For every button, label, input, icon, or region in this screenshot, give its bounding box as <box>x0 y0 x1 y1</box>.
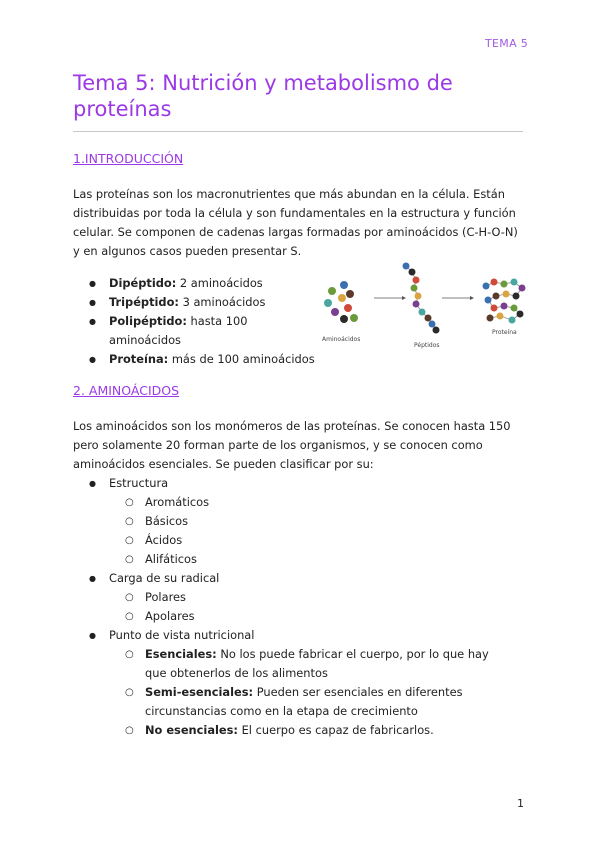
peptide-list <box>109 274 315 369</box>
label-proteina: Proteína <box>492 329 517 336</box>
list-item: ○ Semi-esenciales: Pueden ser esenciales en diferentes circunstancias como en la etapa de crecimiento <box>145 683 490 721</box>
proteina-cluster <box>483 279 526 324</box>
list-item: ○ Aromáticos <box>145 493 525 512</box>
list-item: ● Polipéptido: hasta 100 aminoácidos <box>109 312 279 350</box>
aminoacidos-paragraph: Los aminoácidos son los monómeros de las proteínas. Se conocen hasta 150 pero solamente 20 forman parte de los organismos, y se conocen como aminoácidos esenciales. Se pueden clasificar por su: <box>73 419 511 471</box>
label-aminoacidos: Aminoácidos <box>322 336 361 343</box>
page-title: Tema 5: Nutrición y metabolismo de proteínas <box>73 71 453 121</box>
list-item: ● Carga de su radical ○ Polares ○ Apolares <box>109 569 525 626</box>
list-item: ● Dipéptido: 2 aminoácidos <box>109 274 279 293</box>
list-item: ● Tripéptido: 3 aminoácidos <box>109 293 279 312</box>
amino-acid-figure <box>318 258 528 354</box>
list-item: ○ Esenciales: No los puede fabricar el cuerpo, por lo que hay que obtenerlos de los alimentos <box>145 645 490 683</box>
list-item: ○ Ácidos <box>145 531 525 550</box>
list-item: ○ No esenciales: El cuerpo es capaz de fabricarlos. <box>145 721 490 740</box>
section-heading-introduccion: 1.INTRODUCCIÓN <box>73 151 184 166</box>
classification-list <box>109 474 525 740</box>
title-divider <box>73 131 523 132</box>
page-number: 1 <box>517 797 524 810</box>
peptidos-chain <box>403 263 440 334</box>
list-item: ○ Apolares <box>145 607 525 626</box>
header-tag: TEMA 5 <box>485 37 528 50</box>
label-peptidos: Péptidos <box>414 342 440 349</box>
list-item: ○ Alifáticos <box>145 550 525 569</box>
list-item: ○ Básicos <box>145 512 525 531</box>
section-heading-aminoacidos: 2. AMINOÁCIDOS <box>73 383 180 398</box>
aminoacidos-cluster <box>324 281 358 323</box>
list-item: ● Punto de vista nutricional ○ Esenciales: No los puede fabricar el cuerpo, por lo que hay que obtenerlos de los alimentos ○ Semi-esenciales: Pueden ser esenciales en diferentes circunstancias como en la etapa de crecimiento ○ No esenciales: El cuerpo es capaz de fabricarlos. <box>109 626 525 740</box>
list-item: ● Estructura ○ Aromáticos ○ Básicos ○ Ácidos ○ Alifáticos <box>109 474 525 569</box>
intro-paragraph: Las proteínas son los macronutrientes que más abundan en la célula. Están distribuidas por toda la célula y son fundamentales en la estructura y función celular. Se componen de cadenas largas formadas por aminoácidos (C-H-O-N) y en algunos casos pueden presentar S. <box>73 187 518 258</box>
list-item: ● Proteína: más de 100 aminoácidos <box>109 350 329 369</box>
list-item: ○ Polares <box>145 588 525 607</box>
